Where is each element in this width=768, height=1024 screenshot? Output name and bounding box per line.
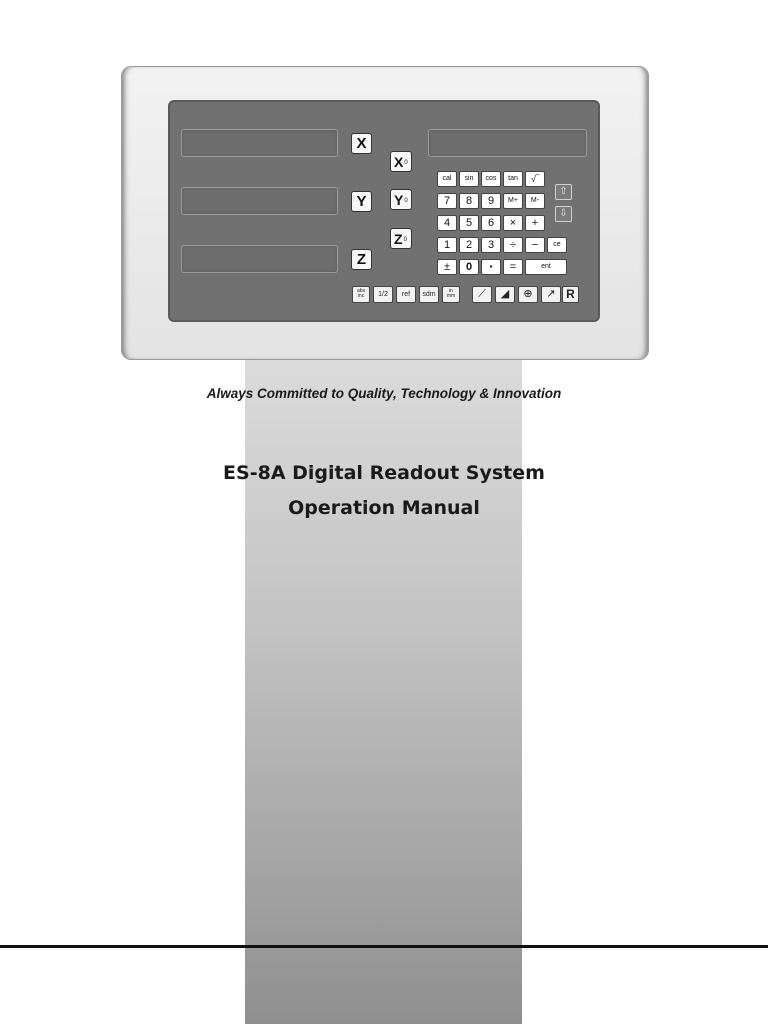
z-axis-display <box>181 245 338 273</box>
key-8[interactable]: 8 <box>459 193 479 209</box>
calculator-display <box>428 129 587 157</box>
z-zero-key[interactable] <box>390 228 412 249</box>
x-axis-display <box>181 129 338 157</box>
z-zero-key-sub: 0 <box>403 236 407 243</box>
manual-subtitle: Operation Manual <box>288 497 480 519</box>
abs-inc-key[interactable] <box>352 286 370 303</box>
r-key[interactable]: R <box>562 286 579 303</box>
y-zero-key-label: Y <box>394 192 404 208</box>
y-axis-display <box>181 187 338 215</box>
sign-key[interactable]: ± <box>437 259 457 275</box>
x-zero-key[interactable] <box>390 151 412 172</box>
cal-key[interactable]: cal <box>437 171 457 187</box>
down-arrow-key[interactable]: ⇩ <box>555 206 572 222</box>
arc-icon: ◢ <box>500 288 510 300</box>
key-9[interactable]: 9 <box>481 193 501 209</box>
key-3[interactable]: 3 <box>481 237 501 253</box>
abs-label: abs <box>356 288 366 295</box>
smooth-arc-key[interactable] <box>541 286 561 303</box>
sqrt-key[interactable]: √‾ <box>525 171 545 187</box>
x-axis-key[interactable]: X <box>351 133 372 154</box>
half-key[interactable]: 1/2 <box>373 286 393 303</box>
decimal-key[interactable]: ▪ <box>481 259 501 275</box>
cos-key[interactable]: cos <box>481 171 501 187</box>
divide-key[interactable]: ÷ <box>503 237 523 253</box>
up-arrow-key[interactable]: ⇧ <box>555 184 572 200</box>
plus-key[interactable]: + <box>525 215 545 231</box>
in-label: in <box>449 288 453 295</box>
minus-key[interactable]: − <box>525 237 545 253</box>
key-1[interactable]: 1 <box>437 237 457 253</box>
sdm-key[interactable]: sdm <box>419 286 439 303</box>
enter-key[interactable]: ent <box>525 259 567 275</box>
key-2[interactable]: 2 <box>459 237 479 253</box>
z-axis-key[interactable]: Z <box>351 249 372 270</box>
bottom-rule <box>0 945 768 948</box>
multiply-key[interactable]: × <box>503 215 523 231</box>
smooth-arc-icon: ↗ <box>546 288 556 300</box>
tagline: Always Committed to Quality, Technology & Innovation <box>206 386 562 401</box>
pcd-key[interactable] <box>518 286 538 303</box>
stand-column <box>245 345 522 1024</box>
key-7[interactable]: 7 <box>437 193 457 209</box>
key-0[interactable]: 0 <box>459 259 479 275</box>
inc-label: inc <box>357 293 365 300</box>
y-zero-key[interactable] <box>390 189 412 210</box>
pcd-icon: ⊕ <box>523 288 533 300</box>
z-zero-key-label: Z <box>394 231 403 247</box>
ref-key[interactable]: ref <box>396 286 416 303</box>
inch-mm-key[interactable] <box>442 286 460 303</box>
key-5[interactable]: 5 <box>459 215 479 231</box>
y-axis-key[interactable]: Y <box>351 191 372 212</box>
equals-key[interactable]: = <box>503 259 523 275</box>
x-zero-key-label: X <box>394 154 404 170</box>
key-4[interactable]: 4 <box>437 215 457 231</box>
key-6[interactable]: 6 <box>481 215 501 231</box>
mm-label: mm <box>446 293 456 300</box>
y-zero-key-sub: 0 <box>404 197 408 204</box>
memory-minus-key[interactable]: M- <box>525 193 545 209</box>
sin-key[interactable]: sin <box>459 171 479 187</box>
line-hole-key[interactable] <box>472 286 492 303</box>
tan-key[interactable]: tan <box>503 171 523 187</box>
x-zero-key-sub: 0 <box>404 159 408 166</box>
line-hole-icon: ⟋ <box>478 288 486 300</box>
memory-plus-key[interactable]: M+ <box>503 193 523 209</box>
inch-mm-label <box>447 289 455 299</box>
arc-key[interactable] <box>495 286 515 303</box>
abs-inc-label <box>357 289 365 299</box>
clear-entry-key[interactable]: ce <box>547 237 567 253</box>
manual-title: ES-8A Digital Readout System <box>223 462 545 484</box>
